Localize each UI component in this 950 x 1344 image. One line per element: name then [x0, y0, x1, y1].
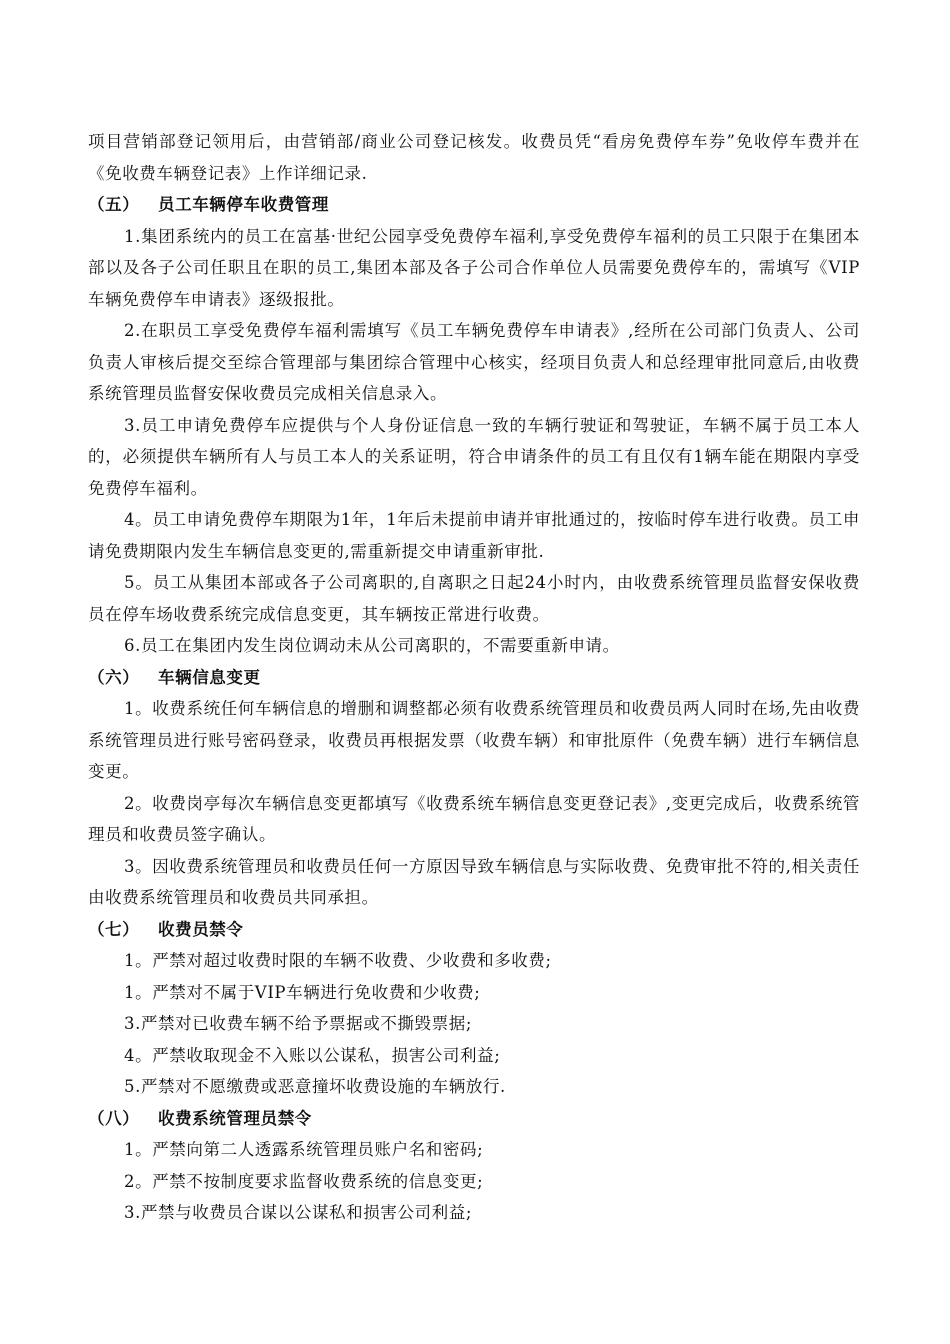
list-item: 2。严禁不按制度要求监督收费系统的信息变更; [124, 1171, 484, 1191]
list-item: 3.员工申请免费停车应提供与个人身份证信息一致的车辆行驶证和驾驶证，车辆不属于员工本人的，必须提供车辆所有人与员工本人的关系证明，符合申请条件的员工有且仅有1辆车能在期限内享受免费停车福利。 [88, 415, 860, 498]
list-item: 1。严禁向第二人透露系统管理员账户名和密码; [124, 1140, 484, 1159]
list-item: 4。严禁收取现金不入账以公谋私，损害公司利益; [124, 1045, 501, 1065]
list-item: 1。严禁对不属于VIP车辆进行免收费和少收费; [124, 982, 481, 1002]
section-heading-8 [88, 1103, 860, 1135]
list-item: 3.严禁对已收费车辆不给予票据或不撕毁票据; [124, 1014, 473, 1033]
list-item: 6.员工在集团内发生岗位调动未从公司离职的，不需要重新申请。 [124, 636, 620, 655]
list-item: 3。因收费系统管理员和收费员任何一方原因导致车辆信息与实际收费、免费审批不符的,相关责任由收费系统管理员和收费员共同承担。 [88, 856, 860, 907]
section-title: 收费员禁令 [158, 919, 244, 939]
list-item: 1。收费系统任何车辆信息的增删和调整都必须有收费系统管理员和收费员两人同时在场,先由收费系统管理员进行账号密码登录，收费员再根据发票（收费车辆）和审批原件（免费车辆）进行车辆信息变更。 [88, 699, 860, 781]
section-heading-7 [88, 914, 860, 946]
section-title: 车辆信息变更 [158, 667, 261, 687]
list-item: 1。严禁对超过收费时限的车辆不收费、少收费和多收费; [124, 951, 552, 970]
section-number: （八） [88, 1108, 140, 1128]
section-title: 员工车辆停车收费管理 [158, 195, 329, 214]
intro-paragraph: 项目营销部登记领用后，由营销部/商业公司登记核发。收费员凭“看房免费停车券”免收停车费并在《免收费车辆登记表》上作详细记录. [88, 132, 860, 183]
document-body [88, 126, 860, 1229]
section-number: （五） [88, 195, 140, 214]
list-item: 5.严禁对不愿缴费或恶意撞坏收费设施的车辆放行. [124, 1077, 506, 1096]
list-item: 3.严禁与收费员合谋以公谋私和损害公司利益; [124, 1203, 473, 1222]
list-item: 4。员工申请免费停车期限为1年，1年后未提前申请并审批通过的，按临时停车进行收费。员工申请免费期限内发生车辆信息变更的,需重新提交申请重新审批. [88, 510, 860, 561]
section-heading-6 [88, 662, 860, 694]
section-title: 收费系统管理员禁令 [158, 1108, 312, 1128]
list-item: 5。员工从集团本部或各子公司离职的,自离职之日起24小时内，由收费系统管理员监督安保收费员在停车场收费系统完成信息变更，其车辆按正常进行收费。 [88, 573, 860, 624]
section-heading-5 [88, 189, 860, 221]
list-item: 2.在职员工享受免费停车福利需填写《员工车辆免费停车申请表》,经所在公司部门负责人、公司负责人审核后提交至综合管理部与集团综合管理中心核实，经项目负责人和总经理审批同意后,由收费系统管理员监督安保收费员完成相关信息录入。 [88, 321, 860, 403]
section-number: （六） [88, 667, 140, 687]
list-item: 2。收费岗亭每次车辆信息变更都填写《收费系统车辆信息变更登记表》,变更完成后，收费系统管理员和收费员签字确认。 [88, 793, 860, 844]
list-item: 1.集团系统内的员工在富基·世纪公园享受免费停车福利,享受免费停车福利的员工只限于在集团本部以及各子公司任职且在职的员工,集团本部及各子公司合作单位人员需要免费停车的，需填写《VIP车辆免费停车申请表》逐级报批。 [88, 226, 860, 309]
section-number: （七） [88, 919, 140, 939]
